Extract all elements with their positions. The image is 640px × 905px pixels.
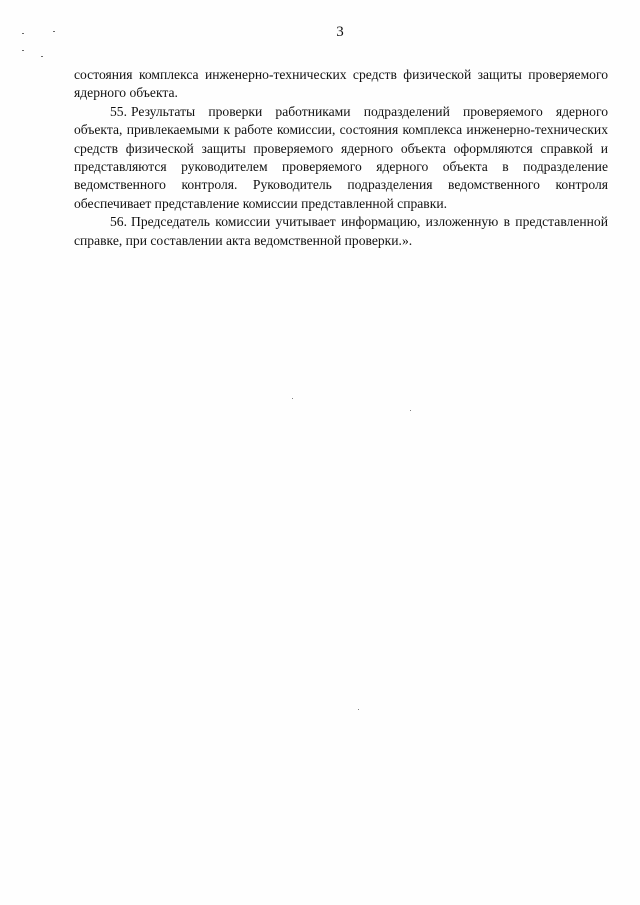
scan-artifact xyxy=(22,50,24,51)
paragraph-56 xyxy=(74,213,608,250)
page-number: 3 xyxy=(336,24,344,40)
paragraph-text: Председатель комиссии учитывает информацию, изложенную в представленной справке, при составлении акта ведомственной проверки.». xyxy=(74,214,608,248)
paragraph-continuation xyxy=(74,66,608,103)
paragraph-number: 56. xyxy=(110,214,127,230)
paragraph-text: Результаты проверки работниками подразделений проверяемого ядерного объекта, привлекаемыми к работе комиссии, состояния комплекса инженерно-технических средств физической защиты проверяемого ядерного объекта оформляются справкой и представляются руководителем проверяемого ядерного объекта в подразделение ведомственного контроля. Руководитель подразделения ведомственного контроля обеспечивает представление комиссии представленной справки. xyxy=(74,103,608,211)
scan-artifact xyxy=(358,709,359,710)
paragraph-number: 55. xyxy=(110,103,127,119)
scan-artifact xyxy=(292,398,293,399)
paragraph-55 xyxy=(74,103,608,213)
document-body xyxy=(74,66,608,250)
scan-artifact xyxy=(41,56,43,57)
paragraph-text: состояния комплекса инженерно-технических средств физической защиты проверяемого ядерного объекта. xyxy=(74,67,608,101)
scan-artifact xyxy=(410,410,411,411)
